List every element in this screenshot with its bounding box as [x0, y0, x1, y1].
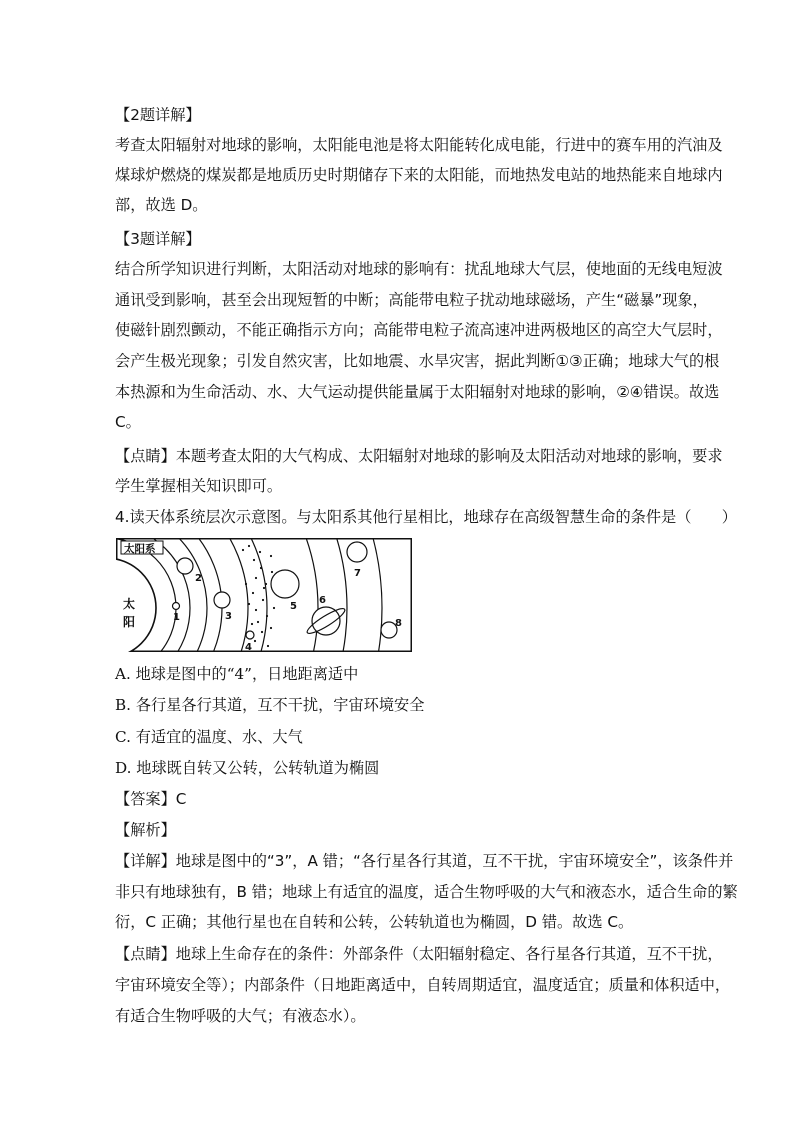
- planet-7: [347, 542, 367, 562]
- q3-text-line: 结合所学知识进行判断，太阳活动对地球的影响有：扰乱地球大气层，使地面的无线电短波: [115, 260, 723, 278]
- question-stem: 4.读天体系统层次示意图。与太阳系其他行星相比，地球存在高级智慧生命的条件是（ ）: [115, 508, 737, 526]
- sun-label-1: 太: [123, 597, 136, 611]
- q2-header: 【2题详解】: [115, 106, 201, 124]
- q3-text-line: 使磁针剧烈颤动，不能正确指示方向；高能带电粒子流高速冲进两极地区的高空大气层时，: [115, 321, 723, 339]
- planet-number: 8: [395, 618, 402, 629]
- tip-text-line: 学生掌握相关知识即可。: [115, 477, 283, 495]
- planet-number: 3: [225, 611, 232, 622]
- detail-text-line: 【详解】地球是图中的“3”，A 错；“各行星各行其道，互不干扰，宇宙环境安全”，该条件并: [115, 852, 734, 870]
- solar-system-diagram: [116, 538, 412, 652]
- option-a: A. 地球是图中的“4”，日地距离适中: [115, 665, 359, 683]
- q2-text-line: 部，故选 D。: [115, 196, 208, 214]
- solar-system-label: 太阳系: [124, 543, 156, 555]
- planet-number: 4: [245, 642, 252, 652]
- tip-text-line: 【点睛】地球上生命存在的条件：外部条件（太阳辐射稳定、各行星各行其道，互不干扰，: [115, 945, 723, 963]
- planet-1: [173, 603, 180, 610]
- option-c: C. 有适宜的温度、水、大气: [115, 728, 303, 746]
- planet-3: [214, 592, 230, 608]
- option-b: B. 各行星各行其道，互不干扰，宇宙环境安全: [115, 696, 425, 714]
- q3-text-line: 会产生极光现象；引发自然灾害，比如地震、水旱灾害，据此判断①③正确；地球大气的根: [115, 352, 720, 370]
- planet-number: 2: [195, 573, 202, 584]
- q2-text-line: 煤球炉燃烧的煤炭都是地质历史时期储存下来的太阳能，而地热发电站的地热能来自地球内: [115, 166, 723, 184]
- detail-text-line: 非只有地球独有，B 错；地球上有适宜的温度，适合生物呼吸的大气和液态水，适合生命的繁: [115, 883, 738, 901]
- planet-number: 6: [319, 595, 326, 606]
- q3-text-line: 通讯受到影响，甚至会出现短暂的中断；高能带电粒子扰动地球磁场，产生“磁暴”现象，: [115, 291, 708, 309]
- q3-header: 【3题详解】: [115, 230, 201, 248]
- q3-text-line: 本热源和为生命活动、水、大气运动提供能量属于太阳辐射对地球的影响，②④错误。故选: [115, 383, 720, 401]
- q3-text-line: C。: [115, 413, 141, 431]
- q2-text-line: 考查太阳辐射对地球的影响，太阳能电池是将太阳能转化成电能，行进中的赛车用的汽油及: [115, 136, 723, 154]
- planet-4: [246, 631, 254, 639]
- diagram-frame: [117, 539, 412, 652]
- planet-number: 1: [173, 612, 180, 623]
- analysis-header: 【解析】: [115, 821, 176, 839]
- planet-5: [271, 570, 299, 598]
- tip-text-line: 有适合生物呼吸的大气；有液态水）。: [115, 1007, 366, 1025]
- planet-number: 5: [290, 601, 297, 612]
- answer-line: 【答案】C: [115, 790, 187, 808]
- detail-text-line: 衍，C 正确；其他行星也在自转和公转，公转轨道也为椭圆，D 错。故选 C。: [115, 913, 634, 931]
- tip-text-line: 宇宙环境安全等）；内部条件（日地距离适中，自转周期适宜，温度适宜；质量和体积适中，: [115, 976, 731, 994]
- tip-text-line: 【点睛】本题考查太阳的大气构成、太阳辐射对地球的影响及太阳活动对地球的影响，要求: [115, 447, 723, 465]
- option-d: D. 地球既自转又公转，公转轨道为椭圆: [115, 759, 380, 777]
- planet-number: 7: [354, 568, 361, 579]
- sun-label-2: 阳: [123, 615, 136, 629]
- planet-2: [177, 558, 193, 574]
